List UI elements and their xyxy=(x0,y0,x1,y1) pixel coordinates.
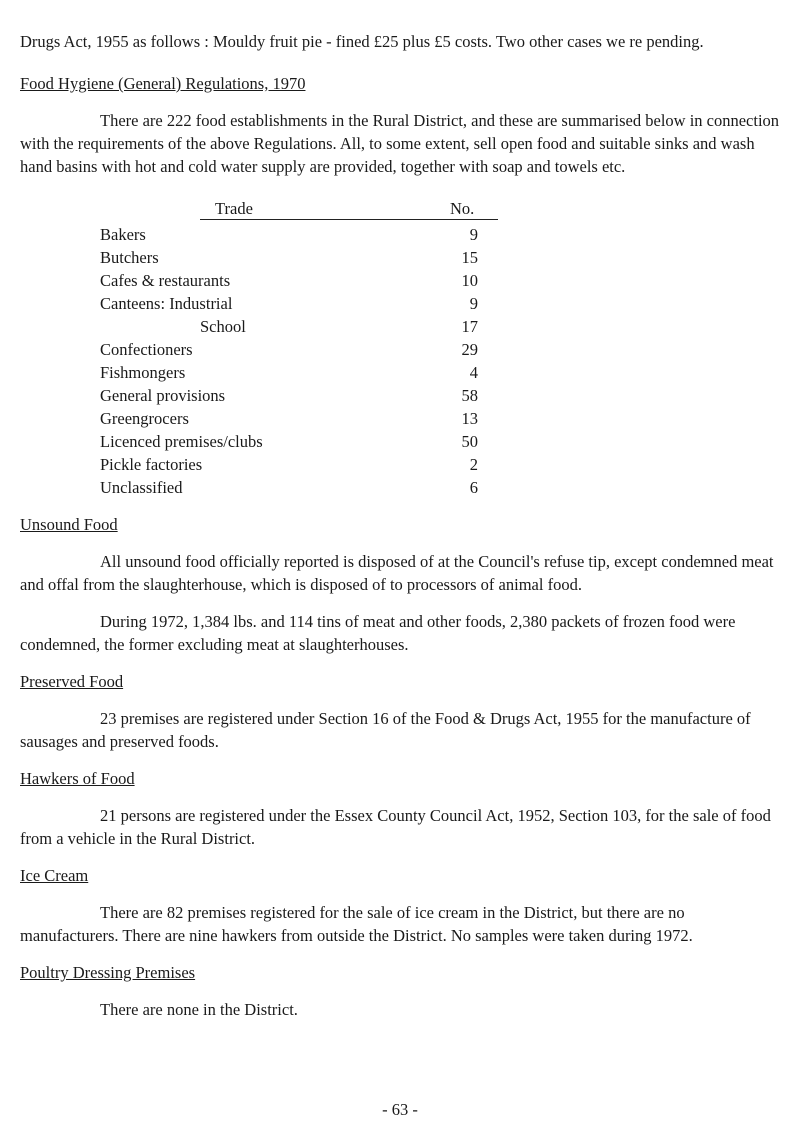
page-number: - 63 - xyxy=(382,1100,418,1119)
table-row xyxy=(100,338,480,361)
trade-count: 2 xyxy=(469,455,478,474)
ice-cream-heading: Ice Cream xyxy=(20,866,89,885)
trade-count: 9 xyxy=(469,225,478,244)
table-row xyxy=(100,384,480,407)
unsound-food-paragraph: All unsound food officially reported is disposed of at the Council's refuse tip, except condemned meat and offal from the slaughterhouse, which is disposed of to processors of animal food. xyxy=(20,552,774,594)
table-row xyxy=(100,292,480,315)
hawkers-paragraph: 21 persons are registered under the Essex County Council Act, 1952, Section 103, for the sale of food from a vehicle in the Rural District. xyxy=(20,806,771,848)
trade-count: 4 xyxy=(469,363,478,382)
document-page xyxy=(20,30,780,1021)
table-row xyxy=(100,361,480,384)
trade-count: 13 xyxy=(461,409,478,428)
trade-name: Greengrocers xyxy=(100,409,189,428)
number-column-header: No. xyxy=(450,199,475,218)
trade-name: Pickle factories xyxy=(100,455,203,474)
table-row xyxy=(100,476,480,499)
table-row xyxy=(100,269,480,292)
unsound-food-heading: Unsound Food xyxy=(20,515,118,534)
trade-name: Bakers xyxy=(100,225,146,244)
trade-count: 50 xyxy=(461,432,478,451)
trade-name: Butchers xyxy=(100,248,159,267)
table-row xyxy=(100,246,480,269)
trade-count: 6 xyxy=(469,478,478,497)
food-hygiene-paragraph: There are 222 food establishments in the Rural District, and these are summarised below in connection with the requirements of the above Regulations. All, to some extent, sell open food and suitable sinks and wash hand basins with hot and cold water supply are provided, together with soap and towels etc. xyxy=(20,111,780,176)
header-rule xyxy=(200,219,498,220)
trade-count: 29 xyxy=(461,340,478,359)
preserved-food-paragraph: 23 premises are registered under Section 16 of the Food & Drugs Act, 1955 for the manufacture of sausages and preserved foods. xyxy=(20,709,751,751)
trade-count: 9 xyxy=(469,294,478,313)
table-row xyxy=(100,407,480,430)
trade-name: Unclassified xyxy=(100,478,183,497)
table-row xyxy=(100,315,480,338)
trade-column-header: Trade xyxy=(215,199,253,218)
ice-cream-paragraph: There are 82 premises registered for the sale of ice cream in the District, but there are no manufacturers. There are nine hawkers from outside the District. No samples were taken during 1972. xyxy=(20,903,693,945)
trade-count: 15 xyxy=(461,248,478,267)
trade-table xyxy=(100,197,480,499)
trade-count: 17 xyxy=(461,317,478,336)
trade-name: Canteens: Industrial xyxy=(100,294,233,313)
trade-name: Cafes & restaurants xyxy=(100,271,231,290)
table-row xyxy=(100,223,480,246)
poultry-paragraph: There are none in the District. xyxy=(100,1000,298,1019)
preserved-food-heading: Preserved Food xyxy=(20,672,124,691)
trade-name: Fishmongers xyxy=(100,363,186,382)
trade-count: 58 xyxy=(461,386,478,405)
trade-count: 10 xyxy=(461,271,478,290)
condemned-food-paragraph: During 1972, 1,384 lbs. and 114 tins of meat and other foods, 2,380 packets of frozen food were condemned, the former excluding meat at slaughterhouses. xyxy=(20,612,736,654)
trade-name: Licenced premises/clubs xyxy=(100,432,263,451)
trade-table-header xyxy=(100,197,480,223)
hawkers-heading: Hawkers of Food xyxy=(20,769,135,788)
food-hygiene-heading: Food Hygiene (General) Regulations, 1970 xyxy=(20,74,306,93)
poultry-heading: Poultry Dressing Premises xyxy=(20,963,196,982)
trade-name: General provisions xyxy=(100,386,226,405)
trade-name: Confectioners xyxy=(100,340,193,359)
table-row xyxy=(100,453,480,476)
intro-paragraph: Drugs Act, 1955 as follows : Mouldy fruit pie - fined £25 plus £5 costs. Two other cases we re pending. xyxy=(20,32,704,51)
table-row xyxy=(100,430,480,453)
trade-name: School xyxy=(200,317,246,336)
